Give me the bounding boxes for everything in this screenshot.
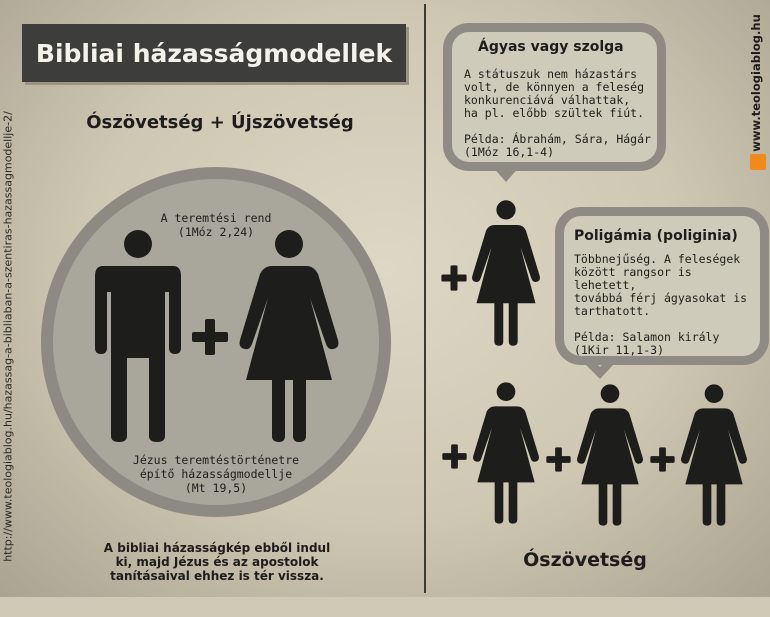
plus-icon bbox=[440, 264, 468, 292]
site-logo-icon bbox=[750, 154, 766, 170]
bottom-description-line2: ki, majd Jézus és az apostolok bbox=[115, 555, 319, 569]
bottom-description bbox=[92, 541, 342, 583]
page-title: Bibliai házasságmodellek bbox=[35, 38, 393, 68]
bubble2-title: Poligámia (poliginia) bbox=[574, 228, 738, 244]
circle-bottom-label-line3: (Mt 19,5) bbox=[184, 481, 248, 495]
circle-bottom-label-line1: Jézus teremtéstörténetre bbox=[132, 453, 300, 467]
woman-figure-icon bbox=[472, 382, 540, 524]
woman-figure-icon bbox=[680, 384, 748, 526]
circle-top-label-line2: (1Móz 2,24) bbox=[177, 225, 255, 239]
bubble2-text: Többnejűség. A feleségek között rangsor is lehetett, továbbá férj ágyasokat is tarthatott. Példa: Salamon király (1Kir 11,1-3) bbox=[574, 252, 748, 357]
plus-icon bbox=[545, 446, 572, 473]
old-testament-label: Ószövetség bbox=[523, 549, 647, 571]
woman-figure-icon bbox=[471, 200, 541, 346]
vertical-divider bbox=[424, 4, 426, 593]
plus-icon bbox=[190, 317, 230, 357]
subtitle: Ószövetség + Újszövetség bbox=[86, 112, 354, 133]
plus-icon bbox=[649, 446, 676, 473]
circle-top-label-line1: A teremtési rend bbox=[160, 211, 272, 225]
title-banner bbox=[22, 24, 406, 82]
woman-figure-icon bbox=[576, 384, 644, 526]
side-url: http://www.teologiablog.hu/hazassag-a-bibliaban-a-szentiras-hazassagmodellje-2/ bbox=[1, 111, 15, 562]
plus-icon bbox=[441, 443, 468, 470]
bubble1-text: A státuszuk nem házastárs volt, de könnyen a feleség konkurenciává válhattak, ha pl. előbb szültek fiút. Példa: Ábrahám, Sára, Hágár (1Móz 16,1-4) bbox=[464, 67, 651, 159]
bottom-description-line1: A bibliai házasságkép ebből indul bbox=[103, 541, 331, 555]
bubble1-title: Ágyas vagy szolga bbox=[478, 39, 624, 55]
woman-figure-icon bbox=[238, 230, 340, 442]
man-figure-icon bbox=[93, 230, 183, 442]
circle-bottom-label-line2: építő házasságmodellje bbox=[139, 467, 293, 481]
bottom-description-line3: tanításaival ehhez is tér vissza. bbox=[110, 569, 324, 583]
site-name: www.teologiablog.hu bbox=[749, 14, 763, 152]
circle-bottom-label bbox=[106, 453, 326, 495]
